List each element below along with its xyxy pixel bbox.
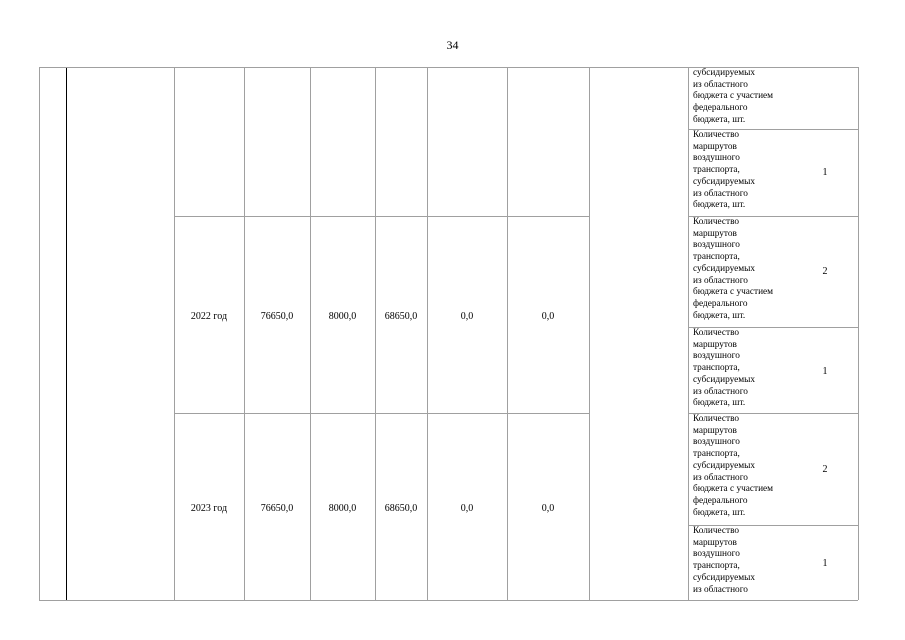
indicator-line: маршрутов [693,339,737,350]
indicator-line: транспорта, [693,165,740,176]
indicator-line: из областного [693,472,748,483]
total-cell: 76650,0 [260,310,294,322]
year-cell: 2023 год [190,502,228,514]
indicator-line: бюджета, шт. [693,114,746,125]
year-cell: 2022 год [190,310,228,322]
indicator-line: субсидируемых [693,176,756,187]
indicator-line: Количество [693,414,740,424]
indicator-value: 1 [822,167,828,178]
indicator-line: бюджета с участием [693,484,774,495]
indicator-value: 2 [822,464,828,475]
indicator-line: бюджета, шт. [693,507,746,518]
indicator-line: Количество [693,526,740,536]
indicator-text [693,526,799,596]
indicator-line: маршрутов [693,425,737,436]
indicator-line: воздушного [693,153,740,164]
indicator-value: 1 [822,558,828,569]
other-cell: 0,0 [541,502,555,514]
indicator-text [693,130,799,212]
indicator-line: воздушного [693,437,740,448]
federal-cell: 8000,0 [328,310,357,322]
indicator-line: транспорта, [693,449,740,460]
indicator-line: воздушного [693,351,740,362]
indicator-line: субсидируемых [693,68,756,78]
indicator-line: из областного [693,188,748,199]
indicator-line: маршрутов [693,537,737,548]
indicator-line: бюджета с участием [693,91,774,102]
municipal-cell: 0,0 [460,310,474,322]
indicator-value: 1 [822,366,828,377]
indicator-line: субсидируемых [693,263,756,274]
indicator-line: воздушного [693,240,740,251]
indicator-line: из областного [693,386,748,397]
indicator-line: федерального [693,495,748,506]
indicator-line: бюджета, шт. [693,398,746,409]
indicator-text [693,217,799,322]
indicator-text [693,414,799,519]
indicator-line: маршрутов [693,228,737,239]
indicator-value: 2 [822,266,828,277]
indicator-line: федерального [693,103,748,114]
indicator-line: бюджета, шт. [693,200,746,211]
indicator-line: из областного [693,584,748,595]
indicator-line: бюджета, шт. [693,310,746,321]
indicator-text [693,68,799,127]
indicator-line: субсидируемых [693,572,756,583]
indicator-line: федерального [693,298,748,309]
page-number: 34 [446,38,459,52]
indicator-line: транспорта, [693,363,740,374]
indicator-line: Количество [693,217,740,227]
other-cell: 0,0 [541,310,555,322]
indicator-line: Количество [693,130,740,140]
indicator-line: из областного [693,275,748,286]
indicator-line: воздушного [693,549,740,560]
indicator-line: транспорта, [693,252,740,263]
total-cell: 76650,0 [260,502,294,514]
federal-cell: 8000,0 [328,502,357,514]
indicator-line: бюджета с участием [693,287,774,298]
indicator-text [693,328,799,410]
indicator-line: Количество [693,328,740,338]
indicator-line: субсидируемых [693,374,756,385]
indicator-line: из областного [693,79,748,90]
indicator-line: субсидируемых [693,460,756,471]
indicator-line: маршрутов [693,141,737,152]
regional-cell: 68650,0 [384,310,418,322]
municipal-cell: 0,0 [460,502,474,514]
indicator-line: транспорта, [693,561,740,572]
regional-cell: 68650,0 [384,502,418,514]
